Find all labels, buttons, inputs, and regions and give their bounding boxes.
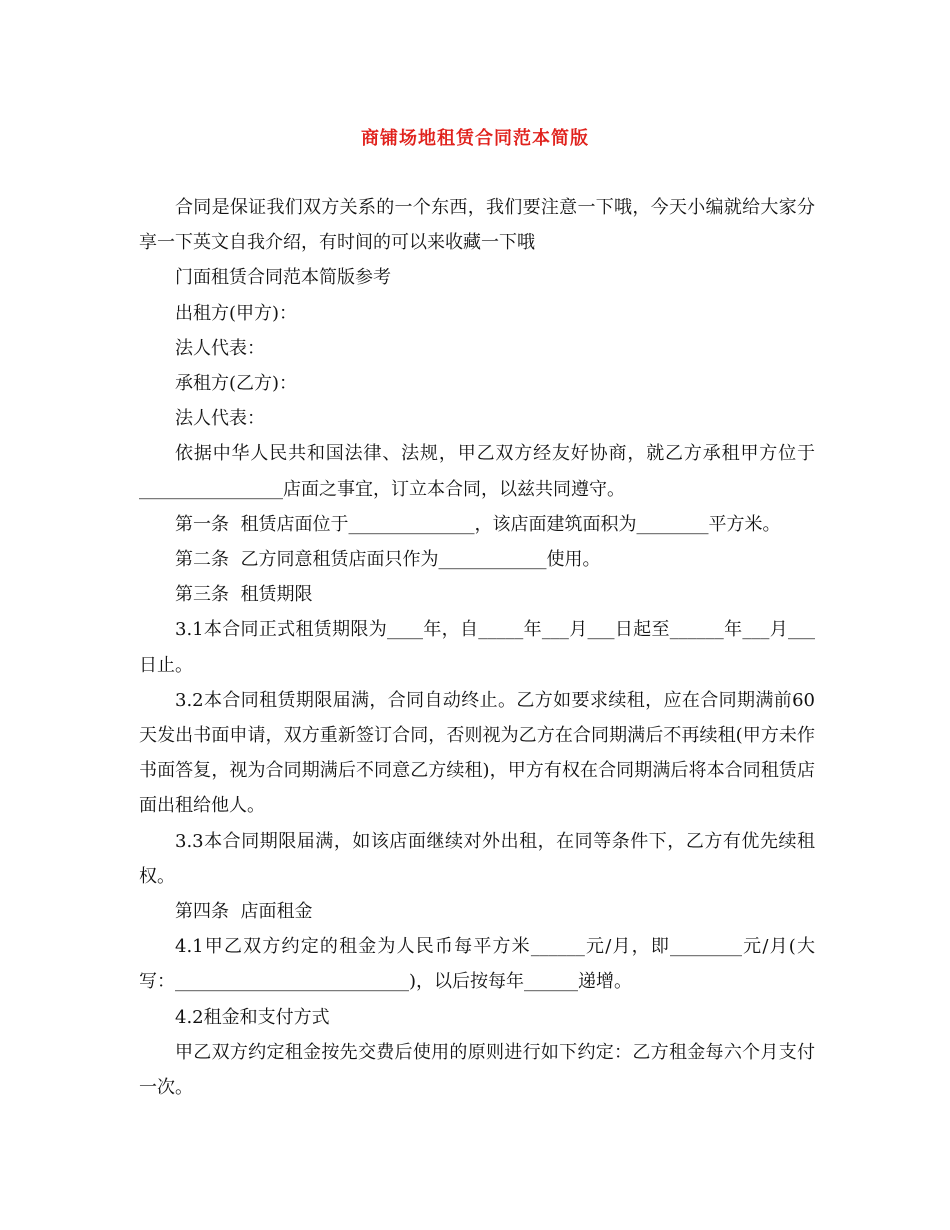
paragraph: 依据中华人民共和国法律、法规，甲乙双方经友好协商，就乙方承租甲方位于________________店面之事宜，订立本合同，以兹共同遵守。 — [139, 443, 815, 500]
paragraph: 法人代表： — [175, 408, 265, 430]
paragraph: 法人代表： — [175, 337, 265, 359]
document-body — [139, 190, 815, 1105]
paragraph: 3.3本合同期限届满，如该店面继续对外出租，在同等条件下，乙方有优先续租权。 — [139, 830, 815, 887]
paragraph: 甲乙双方约定租金按先交费后使用的原则进行如下约定：乙方租金每六个月支付一次。 — [139, 1041, 815, 1099]
paragraph: 出租方(甲方)： — [175, 302, 298, 324]
paragraph: 第三条 租赁期限 — [175, 584, 313, 606]
paragraph: 4.1甲乙双方约定的租金为人民币每平方米______元/月，即________元/月(大写：__________________________)，以后按每年______递增。 — [139, 936, 815, 993]
paragraph: 第四条 店面租金 — [175, 901, 313, 923]
paragraph: 门面租赁合同范本简版参考 — [175, 267, 391, 289]
paragraph: 4.2租金和支付方式 — [175, 1006, 330, 1028]
document-title: 商铺场地租赁合同范本简版 — [361, 128, 589, 149]
paragraph: 第一条 租赁店面位于______________，该店面建筑面积为________平方米。 — [175, 513, 781, 535]
paragraph: 3.1本合同正式租赁期限为____年，自_____年___月___日起至______年___月___日止。 — [139, 619, 815, 676]
paragraph: 第二条 乙方同意租赁店面只作为____________使用。 — [175, 549, 601, 571]
paragraph: 3.2本合同租赁期限届满，合同自动终止。乙方如要求续租，应在合同期满前60天发出书面申请，双方重新签订合同，否则视为乙方在合同期满后不再续租(甲方未作书面答复，视为合同期满后不同意乙方续租)，甲方有权在合同期满后将本合同租赁店面出租给他人。 — [139, 689, 815, 817]
paragraph: 承租方(乙方)： — [175, 373, 298, 395]
paragraph: 合同是保证我们双方关系的一个东西，我们要注意一下哦，今天小编就给大家分享一下英文自我介绍，有时间的可以来收藏一下哦 — [139, 197, 815, 254]
